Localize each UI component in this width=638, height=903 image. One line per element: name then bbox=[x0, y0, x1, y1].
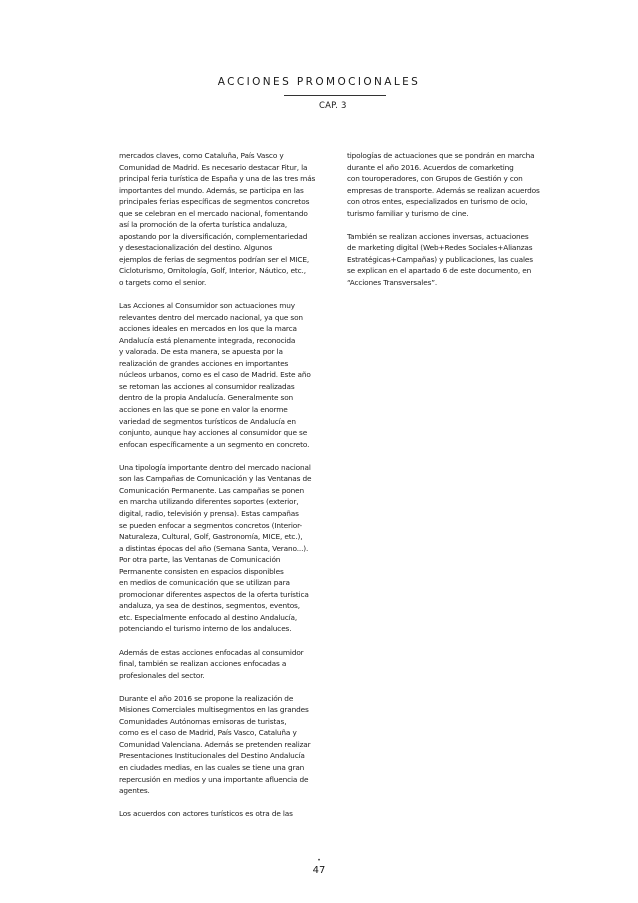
text-line: promocionar diferentes aspectos de la oferta turística bbox=[119, 589, 309, 599]
body-paragraph bbox=[119, 693, 329, 797]
text-line: Una tipología importante dentro del mercado nacional bbox=[119, 462, 311, 472]
chapter-label: CAP. 3 bbox=[319, 101, 347, 111]
text-line: Además de estas acciones enfocadas al consumidor bbox=[119, 647, 304, 657]
text-line: También se realizan acciones inversas, actuaciones bbox=[347, 231, 529, 241]
text-line: Cicloturismo, Ornitología, Golf, Interior, Náutico, etc., bbox=[119, 266, 306, 276]
text-line: “Acciones Transversales”. bbox=[347, 278, 438, 288]
text-line: turismo familiar y turismo de cine. bbox=[347, 208, 469, 218]
body-paragraph bbox=[119, 647, 329, 682]
body-paragraph bbox=[347, 150, 547, 219]
text-line: Comunidad Valenciana. Además se pretenden realizar bbox=[119, 739, 311, 749]
text-line: agentes. bbox=[119, 786, 150, 796]
text-line: en marcha utilizando diferentes soportes (exterior, bbox=[119, 497, 299, 507]
text-line: digital, radio, televisión y prensa). Estas campañas bbox=[119, 508, 299, 518]
text-line: y desestacionalización del destino. Algunos bbox=[119, 243, 273, 253]
text-line: con touroperadores, con Grupos de Gestión y con bbox=[347, 174, 523, 184]
text-line: Estratégicas+Campañas) y publicaciones, las cuales bbox=[347, 254, 533, 264]
text-line: Comunidades Autónomas emisoras de turistas, bbox=[119, 716, 287, 726]
text-line: Las Acciones al Consumidor son actuaciones muy bbox=[119, 301, 295, 311]
body-paragraph bbox=[119, 462, 329, 635]
text-line: Durante el año 2016 se propone la realización de bbox=[119, 693, 294, 703]
text-line: son las Campañas de Comunicación y las Ventanas de bbox=[119, 474, 312, 484]
text-line: se pueden enfocar a segmentos concretos (Interior- bbox=[119, 520, 302, 530]
text-line: empresas de transporte. Además se realizan acuerdos bbox=[347, 185, 540, 195]
text-line: núcleos urbanos, como es el caso de Madrid. Este año bbox=[119, 370, 311, 380]
text-line: de marketing digital (Web+Redes Sociales+Alianzas bbox=[347, 243, 533, 253]
text-line: Permanente consisten en espacios disponibles bbox=[119, 566, 284, 576]
text-line: tipologías de actuaciones que se pondrán en marcha bbox=[347, 151, 535, 160]
text-line: relevantes dentro del mercado nacional, ya que son bbox=[119, 312, 303, 322]
text-line: así la promoción de la oferta turística andaluza, bbox=[119, 220, 288, 230]
page-marker-dot: • bbox=[317, 857, 321, 864]
text-line: apostando por la diversificación, complementariedad bbox=[119, 231, 308, 241]
text-line: en medios de comunicación que se utilizan para bbox=[119, 578, 290, 588]
text-line: Misiones Comerciales multisegmentos en las grandes bbox=[119, 705, 309, 715]
text-line: en ciudades medias, en las cuales se tiene una gran bbox=[119, 762, 305, 772]
text-line: dentro de la propia Andalucía. Generalmente son bbox=[119, 393, 294, 403]
text-line: conjunto, aunque hay acciones al consumidor que se bbox=[119, 428, 308, 438]
text-line: potenciando el turismo interno de los andaluces. bbox=[119, 624, 292, 634]
text-line: enfocan específicamente a un segmento en concreto. bbox=[119, 439, 310, 449]
text-line: acciones en las que se pone en valor la enorme bbox=[119, 405, 288, 415]
text-line: que se celebran en el mercado nacional, fomentando bbox=[119, 208, 308, 218]
text-line: mercados claves, como Cataluña, País Vasco y bbox=[119, 151, 284, 160]
page-footer bbox=[0, 858, 638, 877]
section-title: ACCIONES PROMOCIONALES bbox=[217, 76, 421, 88]
text-line: ejemplos de ferias de segmentos podrían ser el MICE, bbox=[119, 254, 310, 264]
text-line: se explican en el apartado 6 de este documento, en bbox=[347, 266, 532, 276]
text-line: durante el año 2016. Acuerdos de comarketing bbox=[347, 162, 514, 172]
left-text-column bbox=[119, 150, 329, 831]
text-line: importantes del mundo. Además, se participa en las bbox=[119, 185, 304, 195]
text-line: realización de grandes acciones en importantes bbox=[119, 358, 289, 368]
text-line: con otros entes, especializados en turismo de ocio, bbox=[347, 197, 528, 207]
page-number: 47 bbox=[312, 865, 326, 876]
body-paragraph bbox=[119, 150, 329, 289]
text-line: andaluza, ya sea de destinos, segmentos, eventos, bbox=[119, 601, 300, 611]
text-line: Comunidad de Madrid. Es necesario destacar Fitur, la bbox=[119, 162, 308, 172]
text-line: a distintas épocas del año (Semana Santa, Verano...). bbox=[119, 543, 309, 553]
text-line: Los acuerdos con actores turísticos es otra de las bbox=[119, 809, 293, 819]
text-line: como es el caso de Madrid, País Vasco, Cataluña y bbox=[119, 728, 297, 738]
text-line: principales ferias específicas de segmentos concretos bbox=[119, 197, 310, 207]
text-line: variedad de segmentos turísticos de Andalucía en bbox=[119, 416, 296, 426]
body-paragraph bbox=[119, 300, 329, 450]
text-line: final, también se realizan acciones enfocadas a bbox=[119, 659, 287, 669]
text-line: profesionales del sector. bbox=[119, 670, 205, 680]
text-line: Naturaleza, Cultural, Golf, Gastronomía, MICE, etc.), bbox=[119, 532, 303, 542]
right-text-column bbox=[347, 150, 547, 300]
text-line: Andalucía está plenamente integrada, reconocida bbox=[119, 335, 296, 345]
text-line: principal feria turística de España y una de las tres más bbox=[119, 174, 316, 184]
body-paragraph bbox=[347, 231, 547, 289]
text-line: o targets como el senior. bbox=[119, 278, 207, 288]
text-line: Presentaciones Institucionales del Destino Andalucía bbox=[119, 751, 305, 761]
title-divider bbox=[284, 95, 386, 96]
text-line: Por otra parte, las Ventanas de Comunicación bbox=[119, 555, 281, 565]
text-line: etc. Especialmente enfocado al destino Andalucía, bbox=[119, 612, 298, 622]
text-line: Comunicación Permanente. Las campañas se ponen bbox=[119, 485, 305, 495]
text-line: acciones ideales en mercados en los que la marca bbox=[119, 324, 297, 334]
text-line: repercusión en medios y una importante afluencia de bbox=[119, 774, 309, 784]
text-line: y valorada. De esta manera, se apuesta por la bbox=[119, 347, 283, 357]
body-paragraph bbox=[119, 808, 329, 820]
text-line: se retoman las acciones al consumidor realizadas bbox=[119, 381, 295, 391]
